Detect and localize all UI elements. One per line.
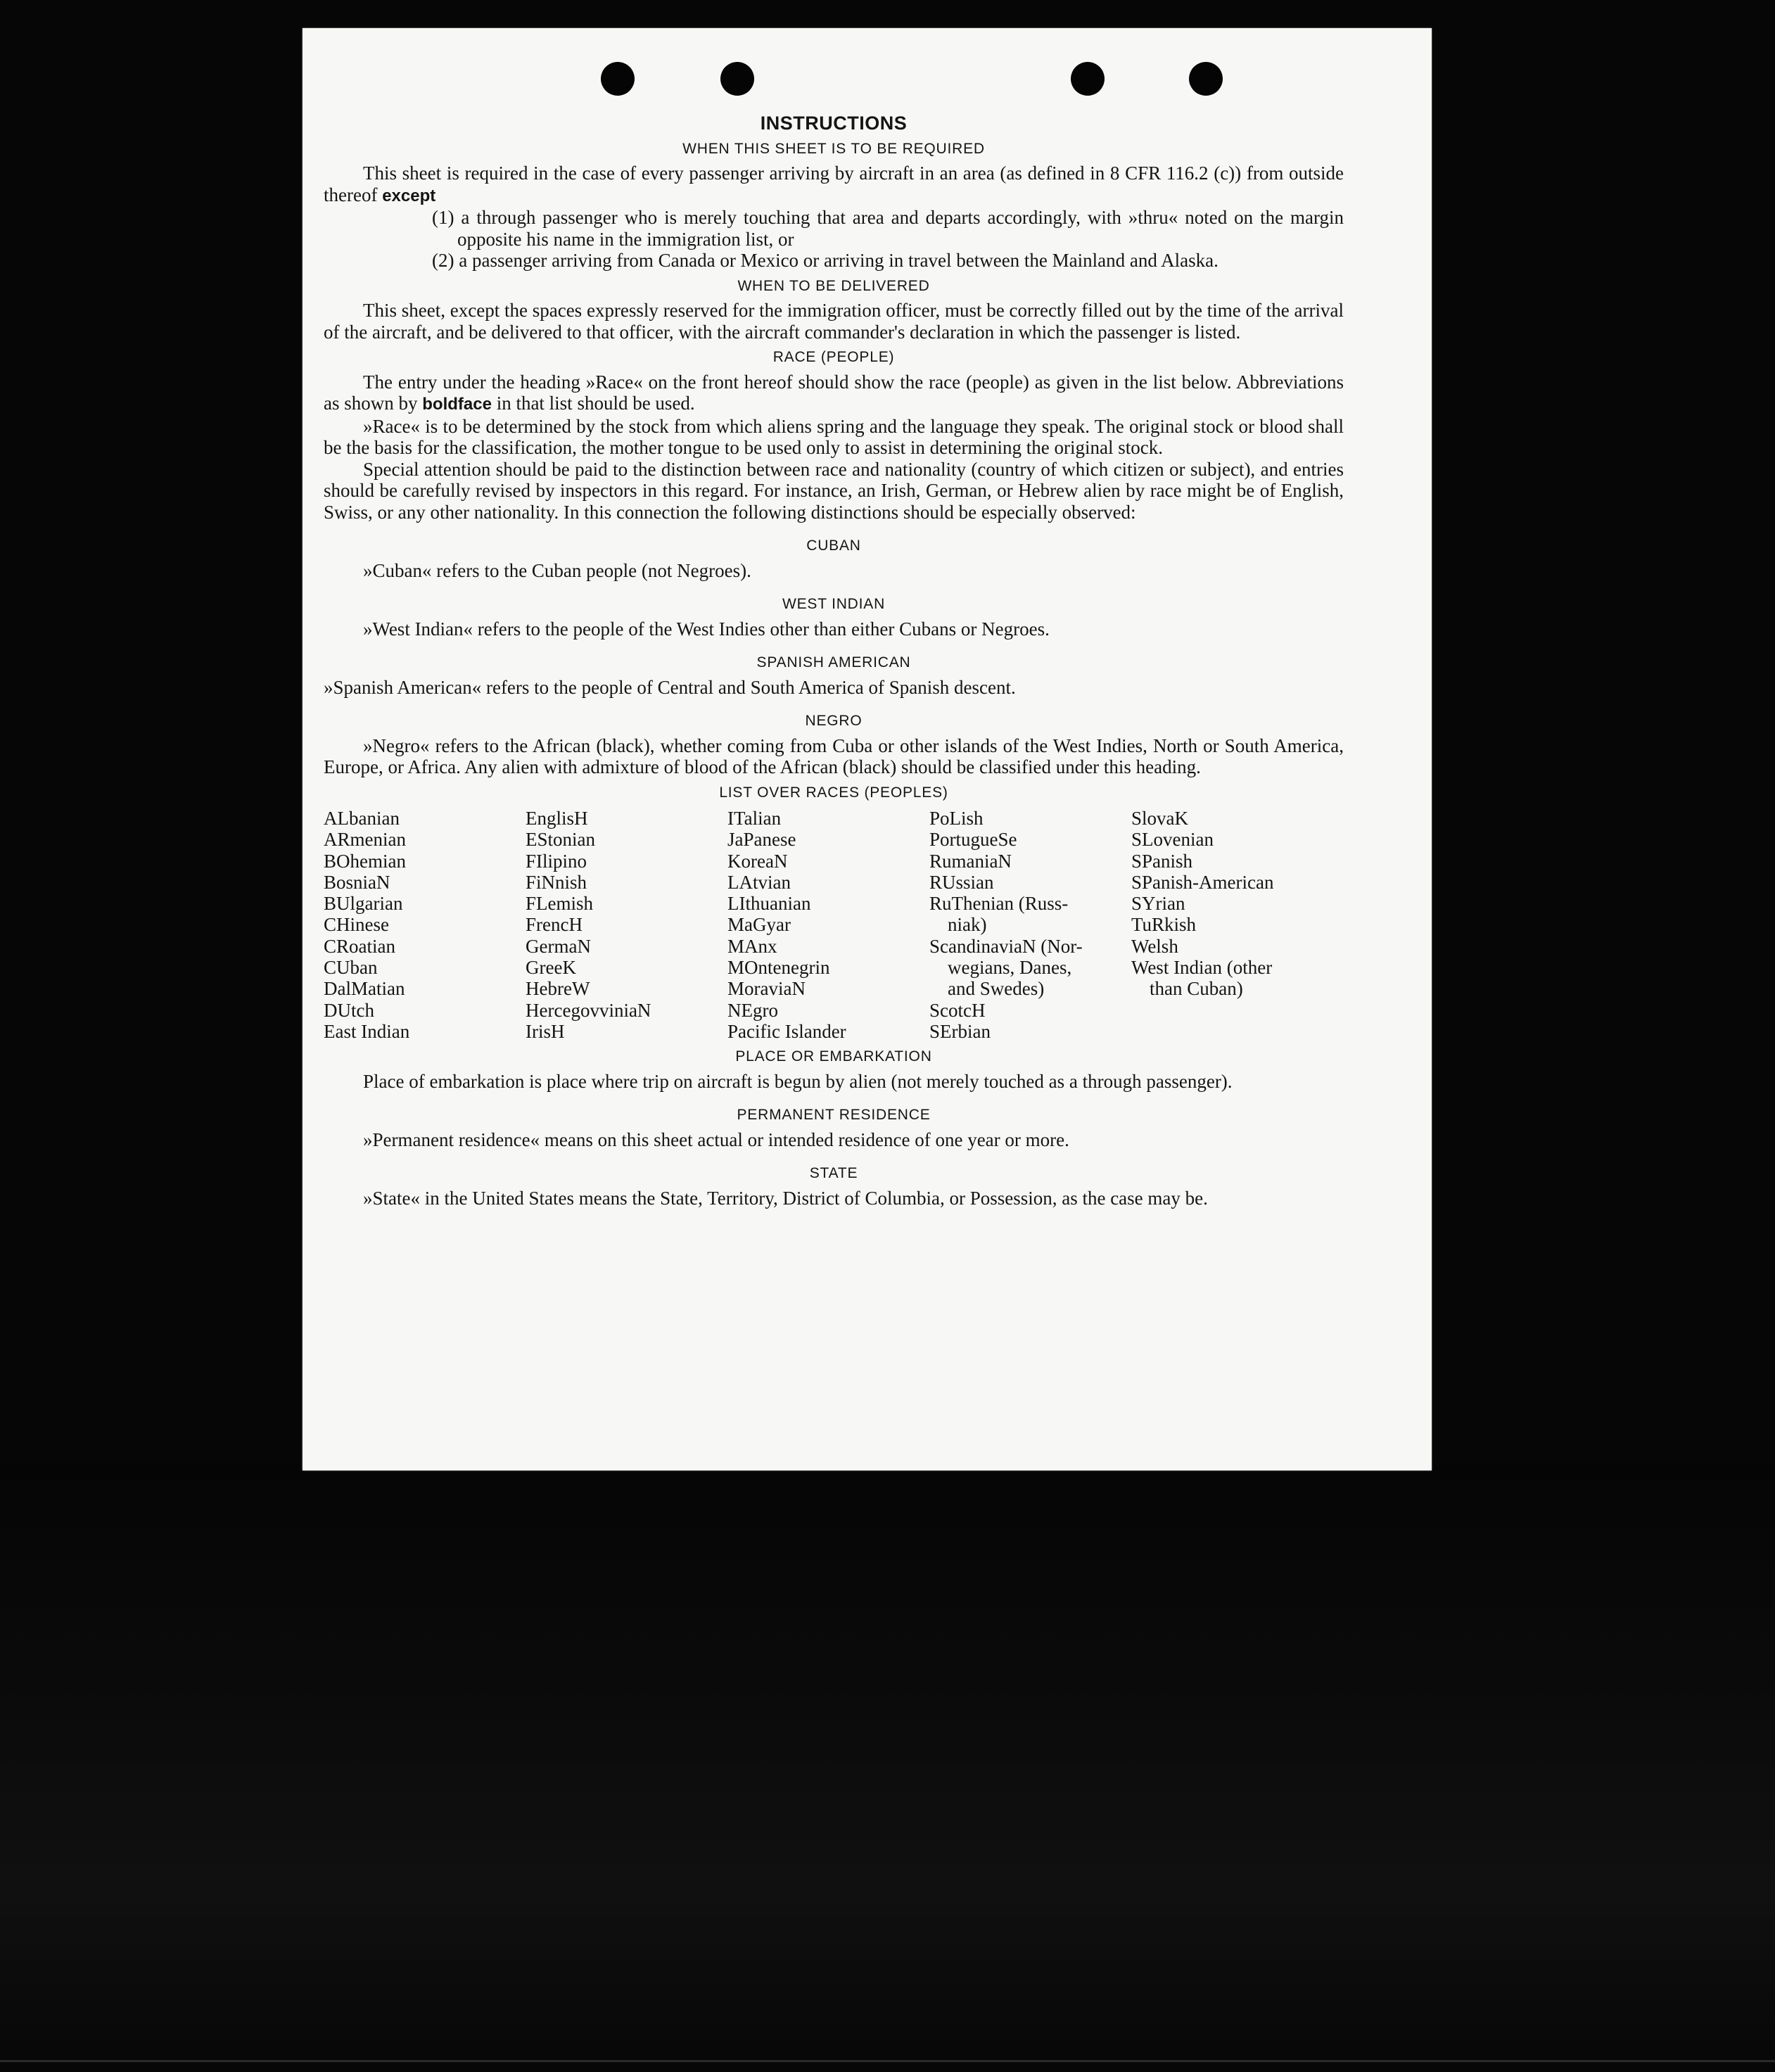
race-item: RUssian xyxy=(929,871,994,893)
paragraph-spanish-american: »Spanish American« refers to the people of Central and South America of Spanish descent. xyxy=(324,676,1016,698)
film-background xyxy=(0,1463,1775,2072)
race-item: CRoatian xyxy=(324,935,395,957)
race-item: ITalian xyxy=(727,808,782,829)
paragraph-cuban: »Cuban« refers to the Cuban people (not Negroes). xyxy=(363,559,751,581)
race-item: SErbian xyxy=(929,1020,991,1042)
section-heading-required: WHEN THIS SHEET IS TO BE REQUIRED xyxy=(682,140,985,157)
races-column-3 xyxy=(727,808,929,1042)
paragraph-text: This sheet is required in the case of every passenger arriving by aircraft in an area (as defined in 8 CFR 116.2 (c)) from outside thereof xyxy=(324,163,1344,205)
punch-hole xyxy=(1071,62,1105,96)
race-item: ARmenian xyxy=(324,829,406,851)
race-item-continued: niak) xyxy=(948,914,987,936)
race-item: GermaN xyxy=(526,935,591,957)
race-item: LIthuanian xyxy=(727,893,811,915)
section-heading-embarkation: PLACE OR EMBARKATION xyxy=(735,1048,932,1065)
race-item: HercegovviniaN xyxy=(526,999,651,1021)
paragraph-west-indian: »West Indian« refers to the people of the West Indies other than either Cubans or Negroes. xyxy=(363,618,1050,640)
section-heading-delivered: WHEN TO BE DELIVERED xyxy=(737,277,930,294)
section-heading-state: STATE xyxy=(809,1165,858,1182)
section-heading-cuban: CUBAN xyxy=(806,538,861,554)
punch-hole xyxy=(720,62,754,96)
instruction-sheet xyxy=(303,28,1432,1470)
paragraph-state: »State« in the United States means the State, Territory, District of Columbia, or Possession, as the case may be. xyxy=(363,1187,1208,1209)
race-item: FiNnish xyxy=(526,871,587,893)
paragraph-delivered: This sheet, except the spaces expressly reserved for the immigration officer, must be correctly filled out by the time of the arrival of the aircraft, and be delivered to that officer, with the aircraft commander's declaration in which the passenger is listed. xyxy=(324,300,1344,343)
race-item: Welsh xyxy=(1131,935,1178,957)
race-item: DUtch xyxy=(324,999,374,1021)
race-item: FIlipino xyxy=(526,850,587,872)
bold-except: except xyxy=(382,186,436,205)
race-item: DalMatian xyxy=(324,978,405,1000)
film-edge-line xyxy=(0,2060,1775,2062)
race-item: BUlgarian xyxy=(324,893,403,915)
paragraph-race-2: »Race« is to be determined by the stock from which aliens spring and the language they speak. The original stock or blood shall be the basis for the classification, the mother tongue to be used only to assist in determining the original stock. xyxy=(324,415,1344,458)
paragraph-required xyxy=(324,163,1344,207)
race-item: EStonian xyxy=(526,829,595,851)
punch-hole xyxy=(601,62,635,96)
race-item: MAnx xyxy=(727,935,777,957)
races-list xyxy=(324,808,1344,1042)
paragraph-embarkation: Place of embarkation is place where trip on aircraft is begun by alien (not merely touched as a through passenger). xyxy=(363,1070,1233,1092)
list-item-2: (2) a passenger arriving from Canada or Mexico or arriving in travel between the Mainland and Alaska. xyxy=(432,250,1219,271)
section-heading-residence: PERMANENT RESIDENCE xyxy=(737,1107,931,1124)
race-item: PoLish xyxy=(929,808,984,829)
race-item: LAtvian xyxy=(727,871,791,893)
race-item: RuThenian (Russ- xyxy=(929,893,1069,915)
races-column-2 xyxy=(526,808,727,1042)
race-item: MOntenegrin xyxy=(727,957,830,979)
race-item: CHinese xyxy=(324,914,389,936)
race-item: FrencH xyxy=(526,914,583,936)
race-item-continued: wegians, Danes, xyxy=(948,957,1072,979)
race-item: West Indian (other xyxy=(1131,957,1273,979)
race-item: HebreW xyxy=(526,978,590,1000)
paragraph-race-1 xyxy=(324,371,1344,416)
race-item: SlovaK xyxy=(1131,808,1188,829)
paragraph-negro: »Negro« refers to the African (black), whether coming from Cuba or other islands of the West Indies, North or South America, Europe, or Africa. Any alien with admixture of blood of the African (black) should be classified under this heading. xyxy=(324,735,1344,777)
punch-hole xyxy=(1189,62,1223,96)
race-item: IrisH xyxy=(526,1020,565,1042)
race-item: EnglisH xyxy=(526,808,588,829)
race-item-continued: than Cuban) xyxy=(1150,978,1243,1000)
page-title: INSTRUCTIONS xyxy=(760,113,908,134)
race-item: CUban xyxy=(324,957,378,979)
section-heading-races-list: LIST OVER RACES (PEOPLES) xyxy=(719,784,948,801)
races-column-1 xyxy=(324,808,526,1042)
race-item: Pacific Islander xyxy=(727,1020,846,1042)
race-item: SPanish-American xyxy=(1131,871,1274,893)
race-item: MoraviaN xyxy=(727,978,806,1000)
race-item: FLemish xyxy=(526,893,594,915)
paragraph-text: The entry under the heading »Race« on the front hereof should show the race (people) as given in the list below. Abbreviations as shown by xyxy=(324,371,1344,414)
race-item: BOhemian xyxy=(324,850,406,872)
race-item: SYrian xyxy=(1131,893,1185,915)
race-item: East Indian xyxy=(324,1020,410,1042)
list-item-1: (1) a through passenger who is merely touching that area and departs accordingly, with »thru« noted on the margin opposite his name in the immigration list, or xyxy=(432,207,1344,250)
race-item: NEgro xyxy=(727,999,778,1021)
paragraph-residence: »Permanent residence« means on this sheet actual or intended residence of one year or more. xyxy=(363,1129,1069,1150)
bold-boldface: boldface xyxy=(422,395,492,414)
race-item: KoreaN xyxy=(727,850,788,872)
race-item-continued: and Swedes) xyxy=(948,978,1045,1000)
race-item: PortugueSe xyxy=(929,829,1017,851)
race-item: MaGyar xyxy=(727,914,791,936)
race-item: SPanish xyxy=(1131,850,1193,872)
race-item: RumaniaN xyxy=(929,850,1012,872)
race-item: JaPanese xyxy=(727,829,796,851)
races-column-4 xyxy=(929,808,1131,1042)
section-heading-race: RACE (PEOPLE) xyxy=(772,349,895,365)
race-item: ScandinaviaN (Nor- xyxy=(929,935,1083,957)
section-heading-negro: NEGRO xyxy=(805,713,863,729)
paragraph-text: in that list should be used. xyxy=(496,393,695,414)
race-item: BosniaN xyxy=(324,871,390,893)
races-column-5 xyxy=(1131,808,1328,1042)
race-item: ScotcH xyxy=(929,999,986,1021)
paragraph-race-3: Special attention should be paid to the distinction between race and nationality (country of which citizen or subject), and entries should be carefully revised by inspectors in this regard. For instance, an Irish, German, or Hebrew alien by race might be of English, Swiss, or any other nationality. In this connection the following distinctions should be especially observed: xyxy=(324,458,1344,523)
race-item: GreeK xyxy=(526,957,576,979)
section-heading-west-indian: WEST INDIAN xyxy=(782,596,886,612)
section-heading-spanish-american: SPANISH AMERICAN xyxy=(756,654,911,670)
race-item: ALbanian xyxy=(324,808,400,829)
race-item: SLovenian xyxy=(1131,829,1214,851)
sheet-content xyxy=(324,113,1344,1209)
race-item: TuRkish xyxy=(1131,914,1197,936)
